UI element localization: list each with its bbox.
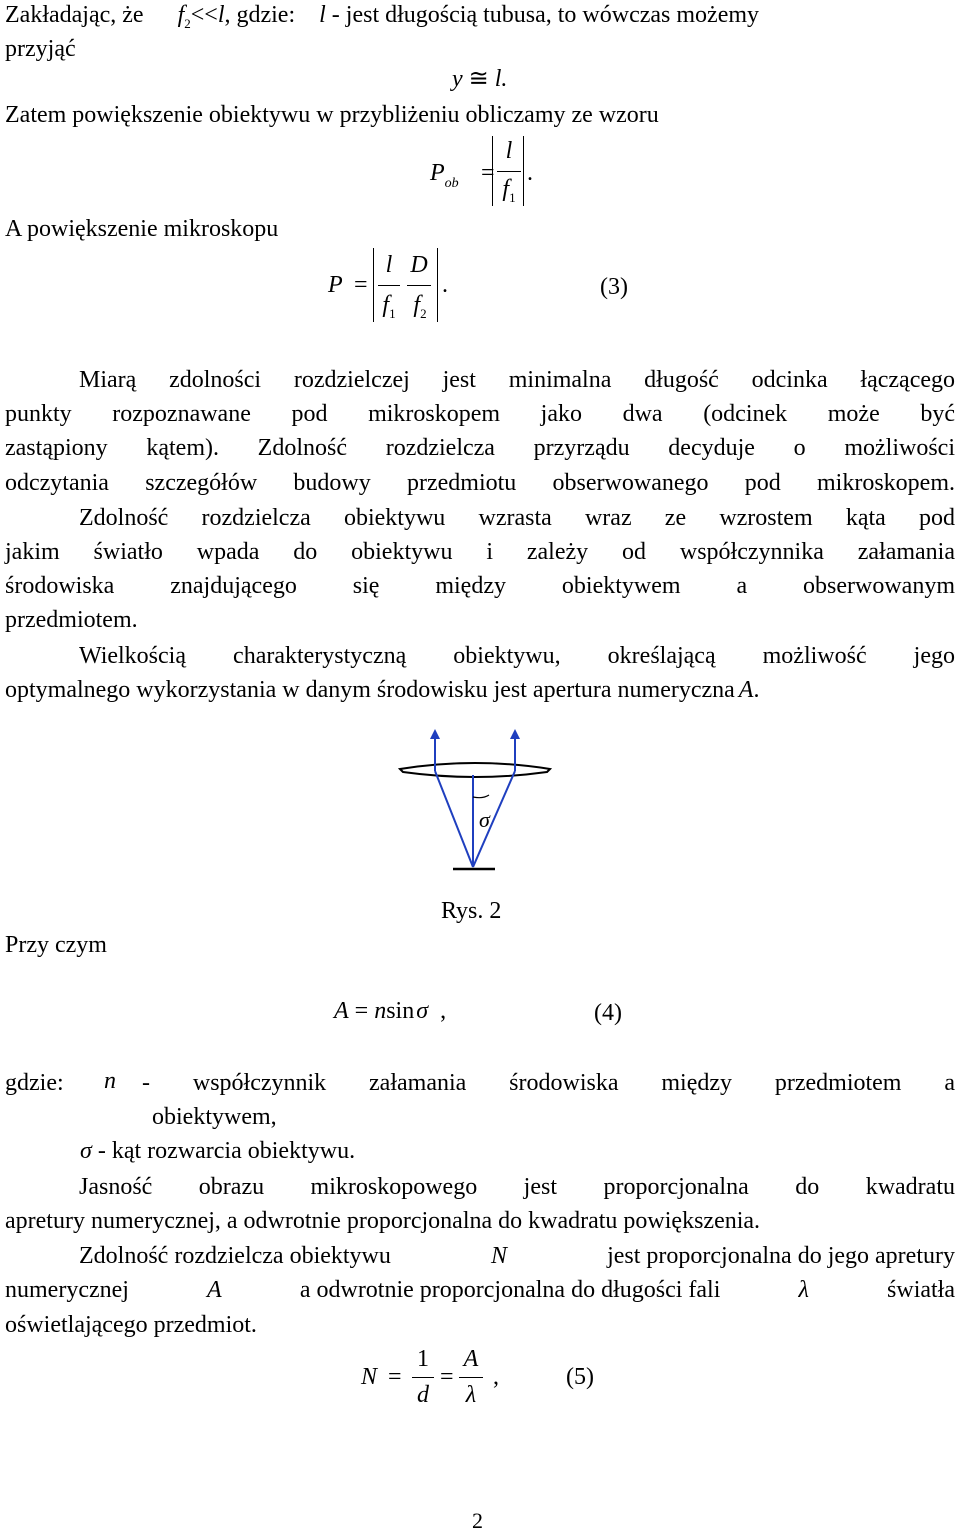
abs-bar-right [437, 248, 438, 322]
math-f: f [177, 2, 185, 28]
text-fragment: Zdolność rozdzielcza obiektywu [79, 1243, 391, 1269]
text-line: przyjąć [5, 36, 76, 62]
fraction-numerator: 1 [417, 1346, 429, 1372]
math-A: A [334, 998, 349, 1024]
equation-number: (3) [600, 274, 628, 300]
math-A: A [738, 677, 754, 703]
text-fragment: numerycznej [5, 1277, 129, 1303]
intro-line [5, 0, 759, 33]
text-fragment: , gdzie: [224, 2, 296, 28]
math-operator: = [440, 1364, 454, 1390]
arrow-up-icon [430, 729, 440, 739]
math-operator: << [190, 2, 218, 28]
paragraph-line: Wielkością charakterystyczną obiektywu, określającą możliwość jego [79, 643, 955, 669]
text-line: A powiększenie mikroskopu [5, 216, 279, 242]
page-number: 2 [472, 1508, 483, 1533]
paragraph-line: Jasność obrazu mikroskopowego jest proporcjonalna do kwadratu [79, 1174, 955, 1200]
paragraph-line [79, 1241, 955, 1271]
paragraph-line: środowiska znajdującego się między obiektywem a obserwowanym [5, 573, 955, 599]
math-operator: ≅ [468, 66, 489, 92]
fraction-bar [378, 285, 400, 286]
fraction-bar [497, 171, 521, 172]
sigma-label: σ [479, 807, 490, 832]
paragraph-line: Zdolność rozdzielcza obiektywu wzrasta wraz ze wzrostem kąta pod [79, 505, 955, 531]
math-subscript: ob [444, 176, 459, 191]
math-subscript: 1 [509, 190, 516, 205]
text-line: Przy czym [5, 932, 107, 958]
math-sin: sin [386, 998, 415, 1024]
fraction-denominator [374, 290, 404, 323]
lens-shape [400, 763, 550, 777]
equation-number: (4) [594, 1000, 622, 1026]
fraction-numerator: l [505, 138, 513, 164]
angle-arc [473, 795, 489, 798]
math-operator: = [354, 998, 369, 1024]
fraction-numerator: D [410, 252, 428, 278]
math-subscript: 1 [389, 306, 396, 321]
definition-line [80, 1136, 355, 1166]
aperture-figure [395, 727, 575, 887]
fraction-numerator: l [385, 252, 393, 278]
text-fragment: jest proporcjonalna do jego apretury [607, 1243, 955, 1269]
paragraph-line: oświetlającego przedmiot. [5, 1312, 257, 1338]
math-f: f [502, 176, 510, 202]
math-l: l [217, 2, 225, 28]
fraction-denominator: d [417, 1382, 429, 1408]
math-A: A [207, 1277, 222, 1303]
text-fragment: a odwrotnie proporcjonalna do długości fali [299, 1277, 721, 1303]
paragraph-line: odczytania szczegółów budowy przedmiotu obserwowanego pod mikroskopem. [5, 470, 955, 496]
math-f: f [382, 292, 390, 318]
figure-caption: Rys. 2 [441, 898, 502, 924]
math-operator: = [388, 1364, 402, 1390]
definition-line: obiektywem, [152, 1104, 277, 1130]
text-line: Zatem powiększenie obiektywu w przybliżeniu obliczamy ze wzoru [5, 102, 659, 128]
math-operator: = [354, 272, 368, 298]
math-P: P [430, 160, 445, 186]
math-period: . [442, 272, 448, 298]
math-N: N [490, 1243, 507, 1269]
math-subscript: 2 [184, 16, 191, 31]
math-operator: = [481, 160, 495, 186]
abs-bar-left [492, 136, 493, 206]
math-sigma: σ [416, 998, 429, 1024]
math-comma: , [440, 998, 447, 1024]
definition-line: - współczynnik załamania środowiska między przedmiotem a [142, 1070, 955, 1096]
text-fragment: optymalnego wykorzystania w danym środowisku jest apertura numeryczna [5, 677, 735, 703]
fraction-numerator: A [463, 1346, 479, 1372]
math-comma: , [493, 1364, 499, 1390]
math-n: n [374, 998, 387, 1024]
text-fragment: światła [887, 1277, 955, 1303]
math-period: . [753, 677, 760, 703]
paragraph-line: punkty rozpoznawane pod mikroskopem jako dwa (odcinek może być [5, 401, 955, 427]
fraction-denominator [404, 290, 436, 323]
math-lambda: λ [798, 1277, 809, 1303]
paragraph-line [5, 1275, 955, 1305]
fraction-bar [407, 285, 431, 286]
definitions-label: gdzie: [5, 1070, 64, 1096]
math-y: y [452, 66, 463, 92]
paragraph-line: Miarą zdolności rozdzielczej jest minimalna długość odcinka łączącego [79, 367, 955, 393]
fraction-denominator: λ [465, 1382, 477, 1408]
paragraph-line: apretury numerycznej, a odwrotnie proporcjonalna do kwadratu powiększenia. [5, 1208, 761, 1234]
text-fragment: - jest długością tubusa, to wówczas możemy [331, 2, 760, 28]
math-subscript: 2 [420, 306, 427, 321]
fraction-denominator [494, 174, 524, 207]
paragraph-line: przedmiotem. [5, 607, 138, 633]
paragraph-line: jakim światło wpada do obiektywu i zależy od współczynnika załamania [5, 539, 955, 565]
fraction-bar [459, 1377, 483, 1378]
math-P: P [328, 272, 343, 298]
fraction-bar [412, 1377, 434, 1378]
math-N: N [361, 1364, 378, 1390]
math-sigma: σ [80, 1138, 92, 1164]
equation-number: (5) [566, 1364, 594, 1390]
math-period: . [527, 160, 533, 186]
text-fragment: Zakładając, że [5, 2, 144, 28]
text-fragment: - kąt rozwarcia obiektywu. [97, 1138, 356, 1164]
paragraph-line: zastąpiony kątem). Zdolność rozdzielcza przyrządu decyduje o możliwości [5, 435, 955, 461]
math-l: l [319, 2, 326, 28]
ray-left-diagonal [435, 771, 473, 867]
abs-bar-right [523, 136, 524, 206]
paragraph-line [5, 675, 759, 705]
equation-y [452, 64, 507, 94]
arrow-up-icon [510, 729, 520, 739]
math-l: l. [494, 66, 508, 92]
math-f: f [413, 292, 421, 318]
math-n: n [104, 1068, 116, 1094]
